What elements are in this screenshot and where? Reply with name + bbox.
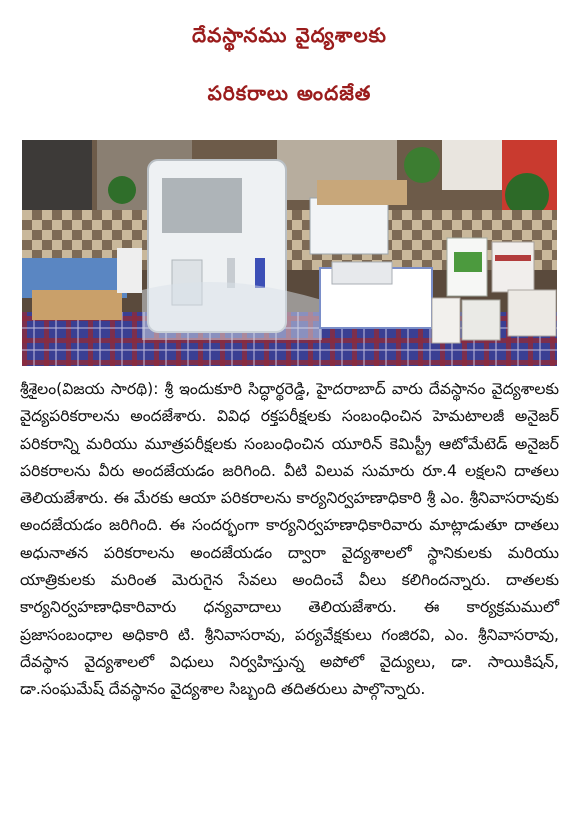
- headline-line-2: పరికరాలు అందజేత: [207, 81, 372, 105]
- article-paragraph: శ్రీశైలం(విజయ సారథి): శ్రీ ఇందుకూరి సిద్ధార్థరెడ్డి, హైదరాబాద్ వారు దేవస్థానం వైద్యశాలకు వైద్యపరికరాలను అందజేశారు. వివిధ రక్తపరీక్షలకు సంబంధించిన హెమటాలజీ అనైజర్ పరికరాన్ని మరియు మూత్రపరీక్షలకు సంబంధించిన యూరిన్ కెమిస్ట్రీ ఆటోమేటెడ్ అనైజర్ పరికరాలను వీరు అందజేయడం జరిగింది. వీటి విలువ సుమారు రూ.4 లక్షలని దాతలు తెలియజేశారు. ఈ మేరకు ఆయా పరికరాలను కార్యనిర్వహణాధికారి శ్రీ ఎం. శ్రీనివాసరావుకు అందజేయడం జరిగింది. ఈ సందర్భంగా కార్యనిర్వహణాధికారివారు మాట్లాడుతూ దాతలు అధునాతన పరికరాలను అందజేయడం ద్వారా వైద్యశాలలో స్థానికులకు మరియు యాత్రికులకు మరింత మెరుగైన సేవలు అందించే వీలు కలిగిందన్నారు. దాతలకు కార్యనిర్వహణాధికారివారు ధన్యవాదాలు తెలియజేశారు. ఈ కార్యక్రమములో ప్రజాసంబంధాల అధికారి టి. శ్రీనివాసరావు, పర్యవేక్షకులు గంజిరవి, ఎం. శ్రీనివాసరావు, దేవస్థాన వైద్యశాలలో విధులు నిర్వహిస్తున్న అపోలో వైద్యులు, డా. సాయికిషన్, డా.సంఘమేష్ దేవస్థానం వైద్యశాల సిబ్బంది తదితరులు పాల్గొన్నారు.: [20, 380, 559, 699]
- equipment-photo: [22, 140, 557, 366]
- headline-line-1: దేవస్థానము వైద్యశాలకు: [192, 23, 387, 47]
- headline: [0, 6, 579, 122]
- article-body: [20, 376, 559, 704]
